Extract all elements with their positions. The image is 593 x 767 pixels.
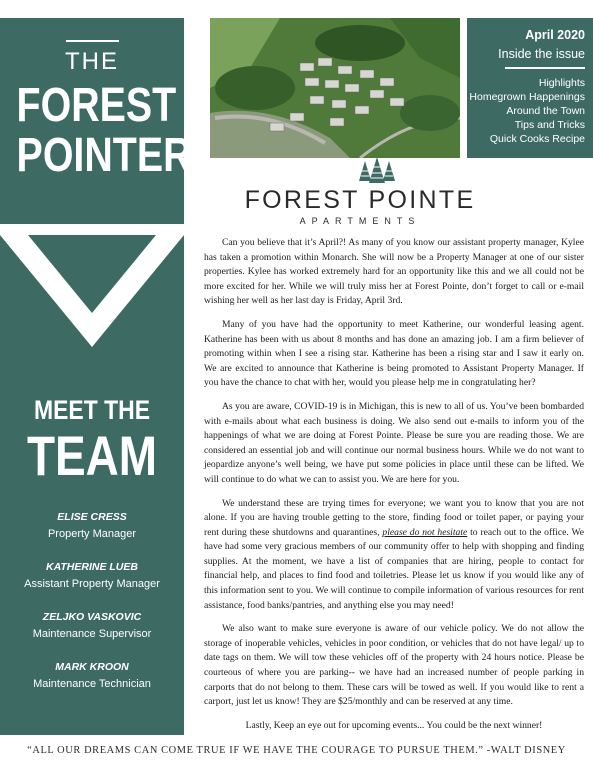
aerial-photo-image	[210, 18, 460, 158]
issue-contents-list	[469, 76, 585, 146]
member-name: KATHERINE LUEB	[46, 561, 138, 573]
issue-item: Highlights	[538, 77, 585, 89]
member-name: ZELJKO VASKOVIC	[42, 611, 142, 623]
issue-item: Homegrown Happenings	[469, 91, 585, 103]
team-member	[0, 511, 184, 540]
member-role: Maintenance Technician	[33, 678, 151, 690]
issue-heading: Inside the issue	[498, 47, 585, 61]
article-emphasis: please do not hesitate	[382, 526, 468, 538]
team-heading: TEAM	[26, 424, 158, 487]
issue-item: Around the Town	[506, 105, 585, 117]
team-member	[0, 661, 184, 690]
team-member	[0, 561, 184, 590]
member-name: ELISE CRESS	[57, 511, 127, 523]
inside-the-issue-box	[467, 18, 593, 158]
aerial-photo	[210, 18, 460, 158]
member-role: Maintenance Supervisor	[32, 628, 152, 640]
issue-date: April 2020	[525, 28, 585, 42]
article-paragraph: As you are aware, COVID-19 is in Michigan, this is new to all of us. You’ve been bombarded with e-mails about what each business is doing. We also send out e-mails to inform you of the happenings of what we are doing at Forest Pointe. Please be sure you are reading those. We are considered an essential job and will continue our normal business hours. While we do not want to jeopardize anyone’s well being, we have put some policies in place until these can be lifted. We will continue to do what we can to assist you. We are here for you.	[204, 400, 584, 485]
footer-quote: “ALL OUR DREAMS CAN COME TRUE IF WE HAVE THE COURAGE TO PURSUE THEM.” -WALT DISNEY	[27, 745, 566, 756]
article-paragraph: Can you believe that it’s April?! As many of you know our assistant property manager, Kylee has taken a promotion within Monarch. She will now be a Property Manager at one of our sister properties. Kylee has worked extremely hard for an opportunity like this and we all could not be more excited for her. While we will truly miss her at Forest Pointe, don’t forget to call or e-mail wishing her well as her last day is Friday, April 3rd.	[204, 237, 584, 307]
team-member	[0, 611, 184, 640]
member-role: Assistant Property Manager	[24, 578, 160, 590]
article-closing: Lastly, Keep an eye out for upcoming events... You could be the next winner!	[245, 719, 543, 731]
article-paragraph	[204, 497, 584, 614]
brand-subtitle: APARTMENTS	[299, 216, 421, 226]
masthead-the: THE	[65, 48, 119, 75]
masthead-top-rule	[66, 40, 119, 42]
masthead-pointer: POINTER	[16, 129, 192, 182]
article-text: to reach out to the office. We have had some very gracious members of our community offer to help with shopping and finding supplies. At the moment, we have a list of companies that are hiring, people to contact for financial help, and places to find food and toiletries. Please let us know if you would like any of this information sent to you. We will continue to compile information of various resources for rent assistance, food banks/pantries, and anything else you may need!	[204, 526, 584, 611]
meet-the-heading: MEET THE	[33, 395, 151, 425]
team-sidebar	[0, 235, 184, 735]
member-name: MARK KROON	[55, 661, 129, 673]
newsletter-article	[204, 236, 584, 742]
article-text: We understand these are trying times for everyone; we want you to know that you are not alone. If you are having trouble getting to the store, finding food or toilet paper, or paying your rent during these shutdowns and quarantines,	[204, 497, 584, 538]
chevron-decoration	[0, 235, 184, 365]
issue-item: Tips and Tricks	[514, 119, 585, 131]
pine-trees-logo-icon	[358, 157, 396, 185]
brand-name: FOREST POINTE	[244, 186, 476, 214]
article-paragraph: Many of you have had the opportunity to meet Katherine, our wonderful leasing agent. Katherine has been with us about 8 months and has done an amazing job. I am a firm believer of promoting within when I see a rising star. Katherine has been a rising star and I saw it early on. We are excited to announce that Katherine is being promoted to Assistant Property Manager. If you have the chance to chat with her, would you please help me in congratulating her?	[204, 318, 584, 389]
newsletter-masthead	[0, 18, 192, 224]
issue-divider	[505, 67, 585, 69]
member-role: Property Manager	[47, 528, 137, 540]
issue-item: Quick Cooks Recipe	[489, 133, 585, 145]
article-paragraph: We also want to make sure everyone is aware of our vehicle policy. We do not allow the storage of inoperable vehicles, vehicles in poor condition, or vehicles that do not have legal/ up to date tags on them. We will tow these vehicles off of the property with 24 hours notice. Please be courteous of where you are parking-- we have had an increased number of people parking in carports that do not belong to them. These cars will be towed as well. If you would like to rent a carport, just let us know! They are $25/monthly and can be reserved at any time.	[204, 623, 584, 708]
masthead-forest: FOREST	[16, 79, 177, 132]
